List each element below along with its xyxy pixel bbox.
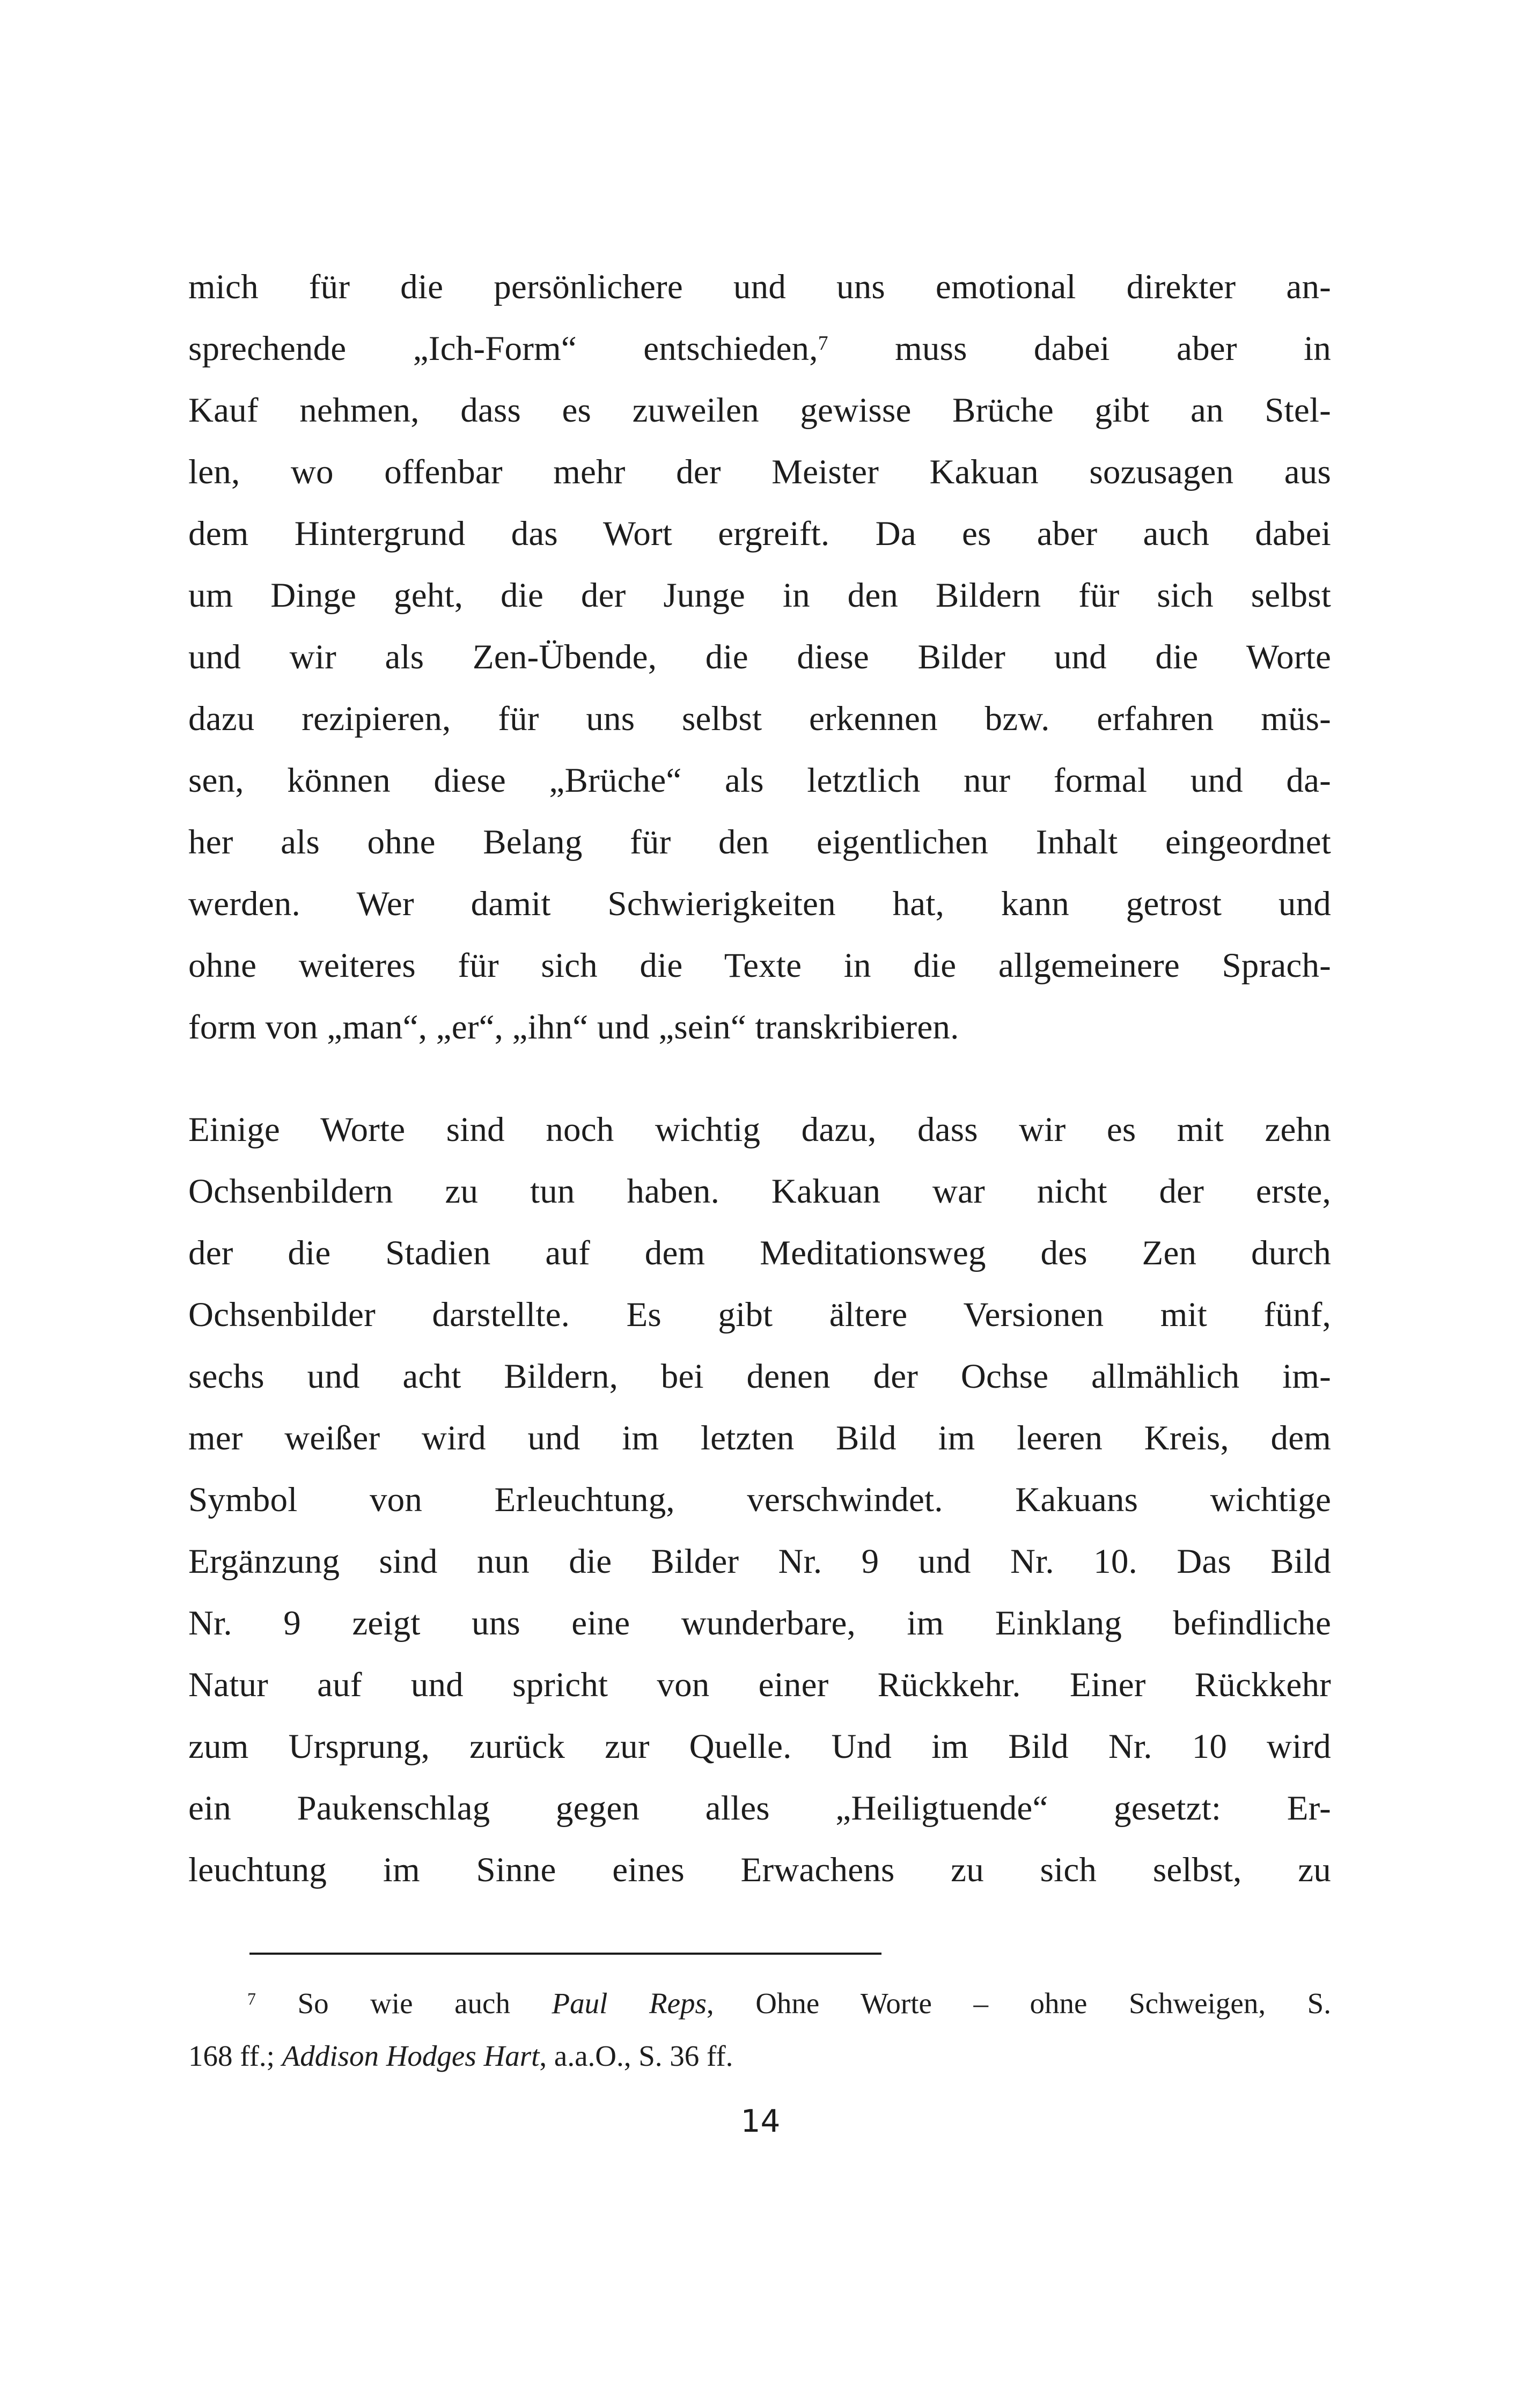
text-line: zum Ursprung, zurück zur Quelle. Und im Bild Nr. 10 wird — [188, 1727, 1331, 1766]
text-line: mich für die persönlichere und uns emotional direkter an- — [188, 268, 1331, 306]
text-line: sechs und acht Bildern, bei denen der Ochse allmählich im- — [188, 1357, 1331, 1396]
text-line: Ochsenbildern zu tun haben. Kakuan war nicht der erste, — [188, 1172, 1331, 1211]
text-line: len, wo offenbar mehr der Meister Kakuan sozusagen aus — [188, 453, 1331, 491]
text-line: werden. Wer damit Schwierigkeiten hat, kann getrost und — [188, 885, 1331, 923]
italic-text: Addison Hodges Hart — [282, 2039, 540, 2072]
text-line: der die Stadien auf dem Meditationsweg des Zen durch — [188, 1234, 1331, 1272]
text-segment: 168 ff.; — [188, 2039, 282, 2072]
text-line: her als ohne Belang für den eigentlichen Inhalt eingeordnet — [188, 823, 1331, 861]
text-line: ein Paukenschlag gegen alles „Heiligtuende“ gesetzt: Er- — [188, 1789, 1331, 1828]
text-line: und wir als Zen-Übende, die diese Bilder und die Worte — [188, 638, 1331, 676]
text-line: Ochsenbilder darstellte. Es gibt ältere Versionen mit fünf, — [188, 1295, 1331, 1334]
text-line: dem Hintergrund das Wort ergreift. Da es aber auch dabei — [188, 514, 1331, 553]
footnote-text — [188, 1977, 1331, 2082]
text-segment: sprechende „Ich-Form“ entschieden, — [188, 329, 818, 368]
text-line: sen, können diese „Brüche“ als letztlich nur formal und da- — [188, 761, 1331, 800]
text-segment: , Ohne Worte – ohne Schweigen, S. — [706, 1987, 1331, 2020]
text-segment: muss dabei aber in — [828, 329, 1331, 368]
text-line: mer weißer wird und im letzten Bild im leeren Kreis, dem — [188, 1419, 1331, 1457]
text-line: form von „man“, „er“, „ihn“ und „sein“ transkribieren. — [188, 1008, 959, 1047]
text-block — [188, 256, 1331, 2082]
footnote-rule — [249, 1953, 881, 1955]
text-line — [188, 318, 1331, 380]
footnote-line — [188, 2030, 1331, 2082]
footnote-line — [188, 1977, 1331, 2030]
paragraph — [188, 1099, 1331, 1901]
text-line: um Dinge geht, die der Junge in den Bildern für sich selbst — [188, 576, 1331, 615]
text-line: Natur auf und spricht von einer Rückkehr. Einer Rückkehr — [188, 1666, 1331, 1704]
text-segment: , a.a.O., S. 36 ff. — [539, 2039, 733, 2072]
paragraph — [188, 256, 1331, 1058]
footnote-marker: 7 — [247, 1990, 256, 2009]
text-line: leuchtung im Sinne eines Erwachens zu sich selbst, zu — [188, 1851, 1331, 1889]
text-line: Ergänzung sind nun die Bilder Nr. 9 und Nr. 10. Das Bild — [188, 1542, 1331, 1581]
page-number: 14 — [740, 2103, 781, 2139]
text-line: ohne weiteres für sich die Texte in die allgemeinere Sprach- — [188, 946, 1331, 985]
text-line: Kauf nehmen, dass es zuweilen gewisse Brüche gibt an Stel- — [188, 391, 1331, 430]
footnote — [188, 1953, 1331, 2082]
body-text — [188, 256, 1331, 1901]
text-line: Symbol von Erleuchtung, verschwindet. Kakuans wichtige — [188, 1481, 1331, 1519]
text-line: Nr. 9 zeigt uns eine wunderbare, im Einklang befindliche — [188, 1604, 1331, 1643]
italic-text: Paul Reps — [552, 1987, 707, 2020]
text-line: dazu rezipieren, für uns selbst erkennen bzw. erfahren müs- — [188, 699, 1331, 738]
text-line: Einige Worte sind noch wichtig dazu, dass wir es mit zehn — [188, 1110, 1331, 1149]
text-segment: So wie auch — [255, 1987, 552, 2020]
footnote-marker: 7 — [818, 332, 828, 355]
